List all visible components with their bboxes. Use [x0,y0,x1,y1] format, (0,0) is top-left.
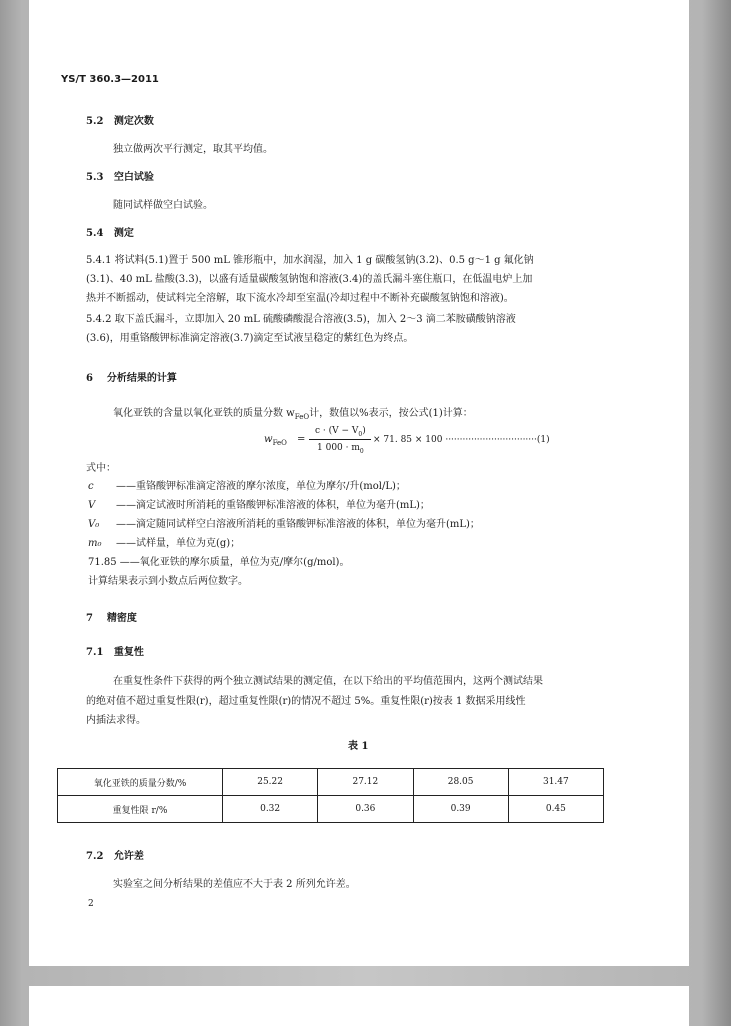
formula-numerator: $c \cdot (V - V_0)$ [315,426,366,438]
section-7-1-line-1: 在重复性条件下获得的两个独立测试结果的测定值，在以下给出的平均值范围内，这两个测试结果 [113,676,543,687]
section-5-4-1-line-1: 5.4.1 将试料(5.1)置于 500 mL 锥形瓶中，加水润湿，加入 1 g 碳酸氢钠(3.2)、0.5 g～1 g 氟化钠 [86,255,534,266]
variable-description: ——滴定试液时所消耗的重铬酸钾标准溶液的体积，单位为毫升(mL)； [116,500,430,511]
formula-tail: × 71. 85 × 100 ································(1) [373,435,550,445]
section-7-2-heading [86,850,144,864]
section-7-1-line-3: 内插法求得。 [86,715,146,726]
table-row-header: 氧化亚铁的质量分数/% [58,769,223,796]
variable-description: ——滴定随同试样空白溶液所消耗的重铬酸钾标准溶液的体积，单位为毫升(mL)； [116,519,480,530]
table-cell: 25.22 [223,769,318,796]
table-cell: 27.12 [318,769,413,796]
table-row [58,769,604,796]
section-5-3-text: 随同试样做空白试验。 [113,200,213,211]
variable-symbol: V₀ [88,519,100,530]
section-number: 7.2 [86,851,104,862]
table-caption: 表 1 [348,741,369,752]
section-7-1-line-2: 的绝对值不超过重复性限(r)，超过重复性限(r)的情况不超过 5%。重复性限(r)按表 1 数据采用线性 [86,696,526,707]
section-number: 6 [86,373,93,384]
section-7-heading [86,612,137,626]
variable-description: ——试样量，单位为克(g)； [116,538,241,549]
standard-number: YS/T 360.3—2011 [61,74,159,85]
section-5-2-text: 独立做两次平行测定，取其平均值。 [113,144,273,155]
section-5-4-2-line-1: 5.4.2 取下盖氏漏斗，立即加入 20 mL 硫酸磷酸混合溶液(3.5)，加入 2～3 滴二苯胺磺酸钠溶液 [86,314,516,325]
section-title: 精密度 [106,613,137,624]
section-title: 允许差 [113,851,144,862]
section-6-heading [86,372,177,386]
repeatability-table [57,768,604,823]
formula-lhs: $w_{FeO}$ [264,434,287,447]
section-6-intro: 氧化亚铁的含量以氧化亚铁的质量分数 $w_{FeO}$计，数值以%表示，按公式(1)计算： [113,408,473,421]
section-number: 5.2 [86,116,104,127]
formula-denominator: 1 $000 \cdot m_0$ [317,443,364,455]
molar-mass-note: 71.85 ——氧化亚铁的摩尔质量，单位为克/摩尔(g/mol)。 [88,557,350,568]
formula-equals: = [297,434,306,445]
section-5-4-1-line-2: (3.1)、40 mL 盐酸(3.3)，以盛有适量碳酸氢钠饱和溶液(3.4)的盖氏漏斗塞住瓶口，在低温电炉上加 [86,274,533,285]
table-row [58,796,604,823]
section-5-4-2-line-2: (3.6)，用重铬酸钾标准滴定溶液(3.7)滴定至试液呈稳定的紫红色为终点。 [86,333,414,344]
section-title: 测定 [113,228,134,239]
rounding-note: 计算结果表示到小数点后两位数字。 [88,576,248,587]
section-number: 5.4 [86,228,104,239]
section-number: 5.3 [86,172,104,183]
section-5-3-heading [86,171,154,185]
variable-symbol: m₀ [88,538,102,549]
section-title: 空白试验 [113,172,154,183]
table-cell: 0.39 [413,796,508,823]
table-cell: 0.32 [223,796,318,823]
section-5-4-heading [86,227,134,241]
section-title: 重复性 [113,647,144,658]
section-5-4-1-line-3: 热并不断摇动，使试料完全溶解，取下流水冷却至室温(冷却过程中不断补充碳酸氢钠饱和溶液)。 [86,293,514,304]
variable-symbol: c [88,481,94,492]
variable-description: ——重铬酸钾标准滴定溶液的摩尔浓度，单位为摩尔/升(mol/L)； [116,481,406,492]
table-row-header: 重复性限 r/% [58,796,223,823]
section-7-1-heading [86,646,144,660]
table-cell: 0.36 [318,796,413,823]
table-cell: 0.45 [508,796,603,823]
table-cell: 31.47 [508,769,603,796]
section-title: 测定次数 [113,116,154,127]
variables-intro: 式中： [86,463,116,474]
next-document-page [29,986,689,1026]
section-number: 7.1 [86,647,104,658]
table-cell: 28.05 [413,769,508,796]
page-number: 2 [88,899,94,909]
variable-symbol: V [88,500,96,511]
formula-fraction-bar [309,439,371,440]
section-5-2-heading [86,115,154,129]
section-7-2-text: 实验室之间分析结果的差值应不大于表 2 所列允许差。 [113,879,356,890]
section-number: 7 [86,613,93,624]
section-title: 分析结果的计算 [106,373,177,384]
